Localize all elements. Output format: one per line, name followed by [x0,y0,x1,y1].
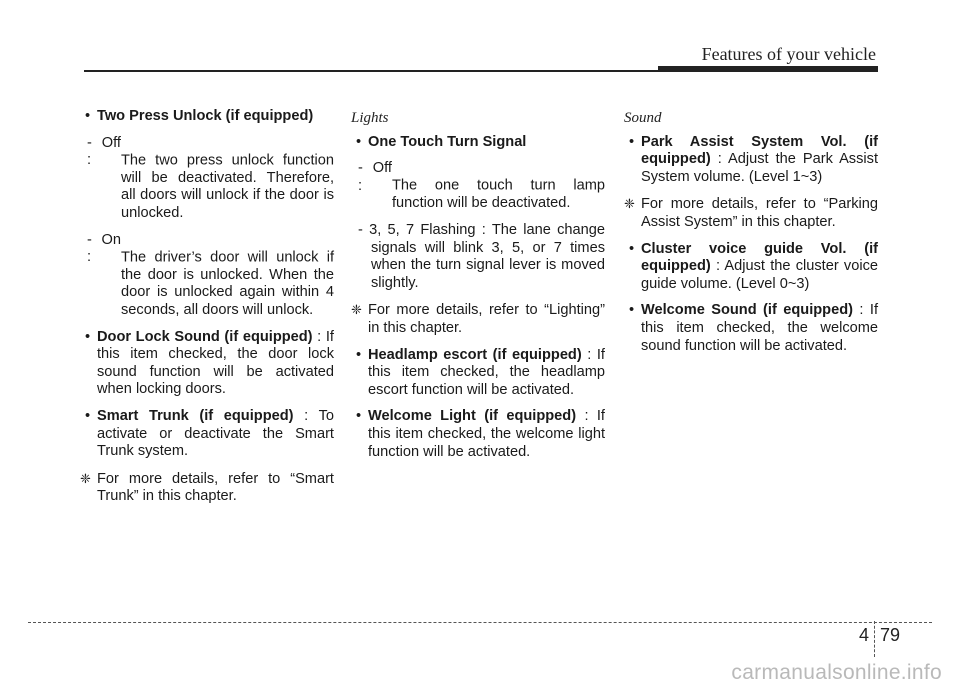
option-text: The lane change signals will blink 3, 5, or 7 times when the turn signal lever is moved slightly. [371,221,605,291]
column-3 [624,108,878,364]
column-1 [80,108,334,515]
section-title-sound: Sound [624,110,662,126]
item-text: : If this item checked, the welcome sound function will be activated. [641,302,879,354]
item-title: One Touch Turn Signal [368,133,527,150]
header-rule-accent [658,66,878,72]
list-item [80,408,334,461]
list-item [351,347,605,400]
note [351,301,605,337]
option-description [80,135,334,223]
option-text: The one touch turn lamp function will be deactivated. [392,177,605,212]
item-title: Two Press Unlock (if equipped) [97,108,314,124]
item-text: : If this item checked, the door lock sound function will be activated when locking doors. [97,328,334,398]
item-title: Smart Trunk (if equipped) [97,407,294,424]
item-title: Door Lock Sound (if equipped) [97,328,313,345]
note-text: For more details, refer to “Parking Assist System” in this chapter. [641,196,878,230]
list-item [351,134,605,152]
page-number-divider [874,621,875,657]
note-icon: ❈ [351,302,362,318]
list-item [351,408,605,461]
bullet-icon: • [629,133,635,150]
option-text: The driver’s door will unlock if the door is unlocked. When the door is unlocked again within 4 seconds, all doors will unlock. [121,249,334,318]
option-description [351,222,605,292]
section-title-lights: Lights [351,110,389,126]
watermark: carmanualsonline.info [731,661,942,684]
option-label: - Off : [87,134,121,169]
list-item [624,134,878,187]
item-title: Headlamp escort (if equipped) [368,346,582,363]
item-title: Cluster voice guide Vol. (if equipped) [641,240,878,275]
bullet-icon: • [356,408,362,425]
bullet-icon: • [629,240,635,257]
list-item [80,108,334,126]
bullet-icon: • [629,302,635,319]
note-icon: ❈ [624,196,635,212]
footer-rule [28,622,932,623]
item-text: : If this item checked, the welcome light function will be activated. [368,408,605,460]
list-item [624,241,878,294]
option-description [351,160,605,213]
bullet-icon: • [85,407,91,424]
option-label: - Off : [358,160,392,194]
list-item [624,302,878,355]
option-text: The two press unlock function will be deactivated. Therefore, all doors will unlock if the door is unlocked. [121,152,334,221]
note-text: For more details, refer to “Lighting” in this chapter. [368,302,605,336]
option-description [80,232,334,320]
bullet-icon: • [85,328,91,345]
page-number [859,625,900,661]
option-label: - 3, 5, 7 Flashing : [358,221,492,238]
column-2 [351,108,605,470]
item-text: : To activate or deactivate the Smart Trunk system. [97,407,334,460]
item-title: Welcome Sound (if equipped) [641,302,853,319]
note [80,470,334,506]
item-text: : Adjust the cluster voice guide volume. (Level 0~3) [641,258,878,292]
note-text: For more details, refer to “Smart Trunk” in this chapter. [97,470,334,505]
bullet-icon: • [356,346,362,363]
item-text: : Adjust the Park Assist System volume. (Level 1~3) [641,151,878,185]
item-text: : If this item checked, the headlamp escort function will be activated. [368,346,605,398]
chapter-number: 4 [858,625,869,645]
item-title: Park Assist System Vol. (if equipped) [641,133,878,168]
page-header-title: Features of your vehicle [701,44,876,64]
bullet-icon: • [356,133,362,150]
option-label: - On : [87,231,121,266]
bullet-icon: • [85,108,91,124]
note-icon: ❈ [80,470,91,486]
page-number-value: 79 [879,625,900,645]
note [624,195,878,231]
list-item [80,329,334,399]
item-title: Welcome Light (if equipped) [368,408,577,425]
